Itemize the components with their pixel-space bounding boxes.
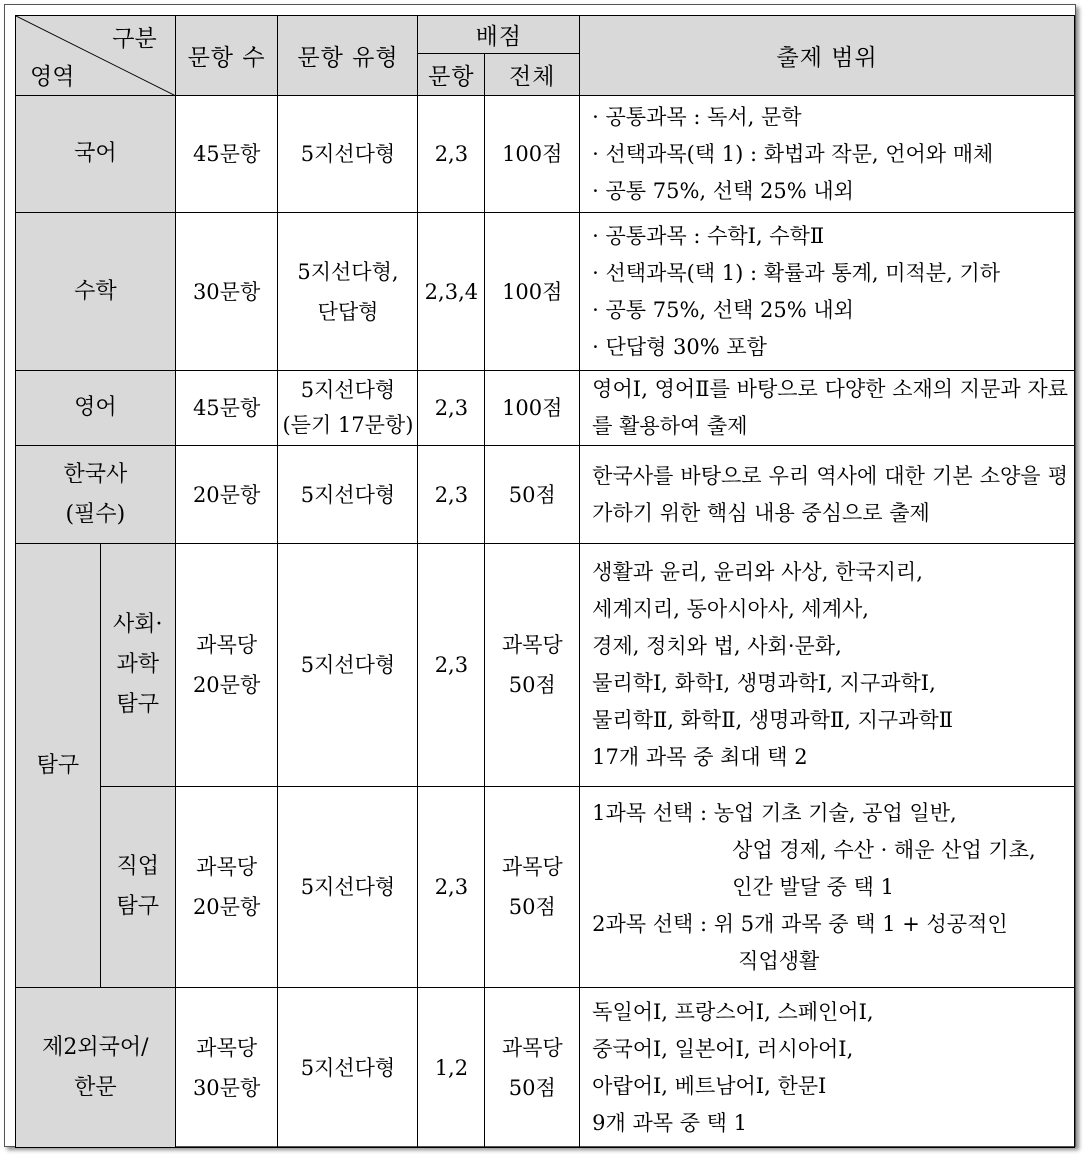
table-frame	[4, 4, 1076, 1147]
row-math	[16, 213, 1075, 371]
corner-top-label: 구분	[112, 26, 157, 52]
scope-math	[580, 213, 1075, 371]
scope-line: 인간 발달 중 택 1	[732, 874, 894, 899]
header-row-1	[16, 16, 1075, 54]
item-points-korean: 2,3	[418, 96, 485, 213]
subarea-line: 사회·	[112, 612, 163, 637]
count-social-science	[175, 544, 278, 787]
total-line: 50점	[508, 1075, 556, 1100]
scope-line: 중국어Ⅰ, 일본어Ⅰ, 러시아어Ⅰ,	[592, 1036, 854, 1061]
area-history	[16, 446, 176, 544]
scope-line: 세계지리, 동아시아사, 세계사,	[592, 597, 869, 621]
type-korean: 5지선다형	[278, 96, 418, 213]
count-line: 20문항	[192, 895, 261, 919]
header-num-items: 문항 수	[175, 16, 278, 96]
area-line: 한국사	[63, 461, 128, 487]
count-line: 20문항	[192, 673, 261, 697]
scope-english	[580, 371, 1075, 446]
total-english: 100점	[485, 371, 580, 446]
item-points-history: 2,3	[418, 446, 485, 544]
total-line: 50점	[508, 895, 556, 919]
header-item-type: 문항 유형	[278, 16, 418, 96]
corner-bottom-label: 영역	[30, 64, 75, 90]
row-history	[16, 446, 1075, 544]
subarea-vocational	[100, 787, 175, 988]
scope-line: 17개 과목 중 최대 택 2	[592, 745, 808, 769]
total-line: 과목당	[501, 1035, 563, 1060]
count-vocational	[175, 787, 278, 988]
subarea-line: 탐구	[116, 692, 159, 717]
row-inquiry-social-science	[16, 544, 1075, 787]
count-english: 45문항	[175, 371, 278, 446]
header-points-item: 문항	[418, 54, 485, 96]
count-foreign	[175, 988, 278, 1148]
scope-line: 생활과 윤리, 윤리와 사상, 한국지리,	[592, 560, 923, 584]
scope-line: 아랍어Ⅰ, 베트남어Ⅰ, 한문Ⅰ	[592, 1073, 827, 1098]
count-korean: 45문항	[175, 96, 278, 213]
area-math: 수학	[16, 213, 176, 371]
scope-line: · 선택과목(택 1) : 화법과 작문, 언어와 매체	[592, 141, 994, 166]
total-vocational	[485, 787, 580, 988]
row-korean	[16, 96, 1075, 213]
total-social-science	[485, 544, 580, 787]
item-points-foreign: 1,2	[418, 988, 485, 1148]
subarea-line: 직업	[116, 854, 159, 879]
exam-scope-table	[15, 15, 1075, 1148]
scope-text: 영어Ⅰ, 영어Ⅱ를 바탕으로 다양한 소재의 지문과 자료를 활용하여 출제	[592, 377, 1068, 438]
scope-line: · 공통과목 : 수학Ⅰ, 수학Ⅱ	[592, 223, 825, 248]
scope-social-science	[580, 544, 1075, 787]
scope-line: 상업 경제, 수산 · 해운 산업 기초,	[732, 837, 1036, 862]
type-line: 단답형	[317, 299, 379, 324]
scope-line: 직업생활	[738, 948, 820, 973]
area-korean: 국어	[16, 96, 176, 213]
scope-line: · 공통과목 : 독서, 문학	[592, 104, 802, 129]
count-line: 과목당	[196, 855, 258, 879]
type-social-science: 5지선다형	[278, 544, 418, 787]
subarea-line: 탐구	[116, 894, 159, 919]
scope-line: · 단답형 30% 포함	[592, 334, 767, 359]
total-line: 50점	[508, 673, 556, 697]
row-inquiry-vocational	[16, 787, 1075, 988]
scope-foreign	[580, 988, 1075, 1148]
scope-text: 한국사를 바탕으로 우리 역사에 대한 기본 소양을 평가하기 위한 핵심 내용 중심으로 출제	[592, 463, 1068, 525]
total-foreign	[485, 988, 580, 1148]
total-history: 50점	[485, 446, 580, 544]
type-math	[278, 213, 418, 371]
type-line: 5지선다형	[300, 378, 396, 402]
scope-line: · 선택과목(택 1) : 확률과 통계, 미적분, 기하	[592, 260, 1001, 285]
scope-line: 9개 과목 중 택 1	[592, 1110, 748, 1135]
scope-history	[580, 446, 1075, 544]
scope-line: 1과목 선택 : 농업 기초 기술, 공업 일반,	[592, 800, 957, 825]
scope-line: · 공통 75%, 선택 25% 내외	[592, 178, 854, 203]
scope-line: 물리학Ⅱ, 화학Ⅱ, 생명과학Ⅱ, 지구과학Ⅱ	[592, 708, 954, 732]
count-line: 과목당	[196, 633, 258, 657]
count-line: 과목당	[196, 1035, 258, 1060]
area-english: 영어	[16, 371, 176, 446]
scope-line: · 공통 75%, 선택 25% 내외	[592, 297, 854, 322]
scope-korean	[580, 96, 1075, 213]
row-foreign	[16, 988, 1075, 1148]
area-foreign	[16, 988, 176, 1148]
header-points: 배점	[418, 16, 580, 54]
count-line: 30문항	[192, 1075, 261, 1100]
type-vocational: 5지선다형	[278, 787, 418, 988]
type-english	[278, 371, 418, 446]
type-line: (듣기 17문항)	[282, 413, 414, 437]
scope-line: 독일어Ⅰ, 프랑스어Ⅰ, 스페인어Ⅰ,	[592, 999, 874, 1024]
area-line: (필수)	[65, 501, 126, 527]
total-math: 100점	[485, 213, 580, 371]
total-korean: 100점	[485, 96, 580, 213]
area-inquiry: 탐구	[16, 544, 101, 988]
scope-line: 2과목 선택 : 위 5개 과목 중 택 1 + 성공적인	[592, 911, 1008, 936]
scope-line: 물리학Ⅰ, 화학Ⅰ, 생명과학Ⅰ, 지구과학Ⅰ,	[592, 671, 936, 695]
area-line: 제2외국어/	[42, 1034, 149, 1060]
item-points-social-science: 2,3	[418, 544, 485, 787]
type-line: 5지선다형,	[297, 259, 399, 284]
type-foreign: 5지선다형	[278, 988, 418, 1148]
row-english	[16, 371, 1075, 446]
total-line: 과목당	[501, 855, 563, 879]
count-history: 20문항	[175, 446, 278, 544]
type-history: 5지선다형	[278, 446, 418, 544]
total-line: 과목당	[501, 633, 563, 657]
item-points-vocational: 2,3	[418, 787, 485, 988]
header-points-total: 전체	[485, 54, 580, 96]
corner-header	[16, 16, 176, 96]
item-points-english: 2,3	[418, 371, 485, 446]
count-math: 30문항	[175, 213, 278, 371]
subarea-line: 과학	[116, 652, 159, 677]
header-scope: 출제 범위	[580, 16, 1075, 96]
item-points-math: 2,3,4	[418, 213, 485, 371]
scope-vocational	[580, 787, 1075, 988]
scope-line: 경제, 정치와 법, 사회·문화,	[592, 634, 842, 658]
subarea-social-science	[100, 544, 175, 787]
area-line: 한문	[74, 1074, 117, 1100]
